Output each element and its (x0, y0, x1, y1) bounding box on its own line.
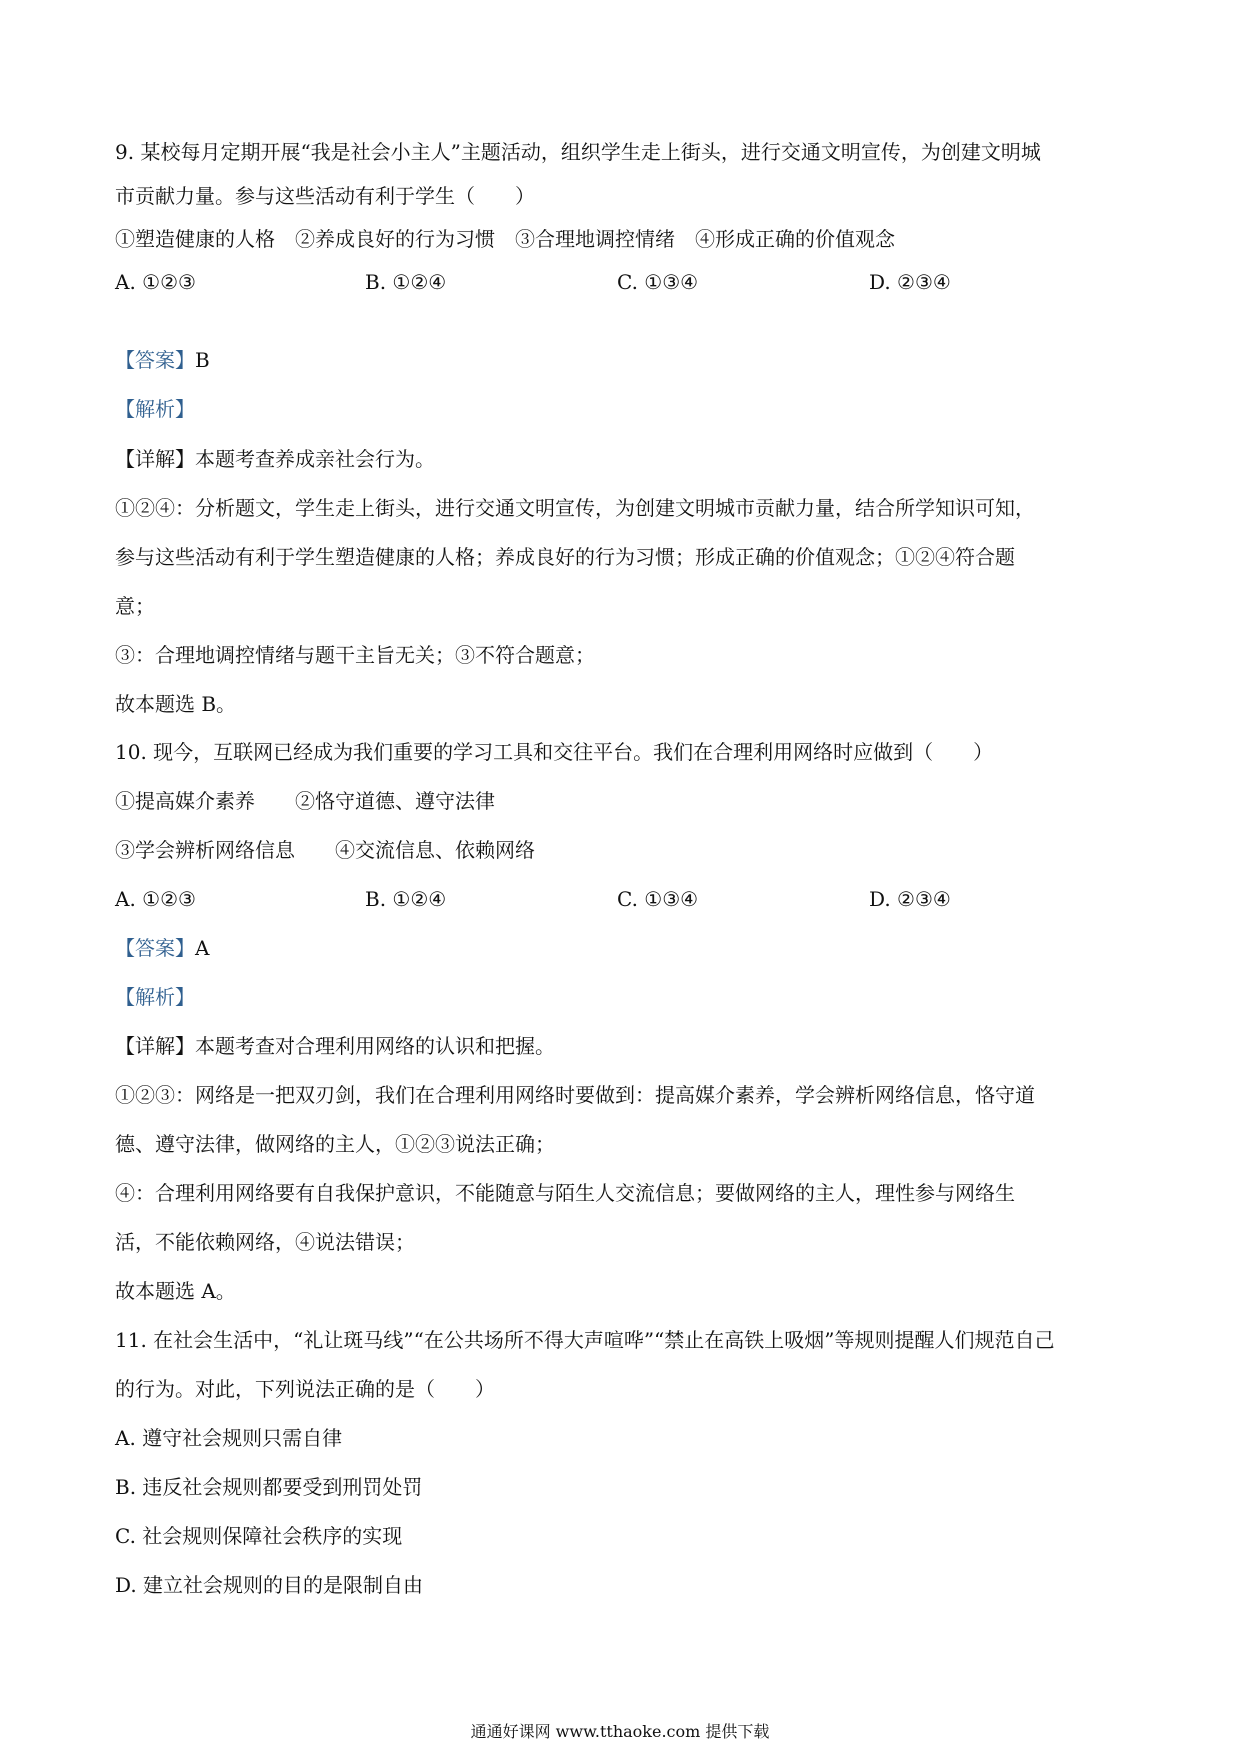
answer-value: A (195, 936, 210, 960)
q9-option-d: D. ②③④ (869, 270, 951, 294)
q10-detail-line6: 故本题选 A。 (115, 1279, 236, 1303)
q11-option-d: D. 建立社会规则的目的是限制自由 (115, 1573, 424, 1597)
q10-stem: 10. 现今，互联网已经成为我们重要的学习工具和交往平台。我们在合理利用网络时应做到（ ） (115, 740, 994, 764)
q9-answer (115, 346, 210, 374)
q10-detail-line5: 活，不能依赖网络，④说法错误； (115, 1230, 415, 1254)
q10-option-b: B. ①②④ (365, 887, 447, 911)
q11-option-c: C. 社会规则保障社会秩序的实现 (115, 1524, 403, 1548)
q9-analysis-tag: 【解析】 (115, 397, 195, 421)
q10-statements-line2: ③学会辨析网络信息 ④交流信息、依赖网络 (115, 838, 535, 862)
q9-option-b: B. ①②④ (365, 270, 447, 294)
q9-detail-line1: 【详解】本题考查养成亲社会行为。 (115, 447, 435, 471)
q10-analysis-tag: 【解析】 (115, 985, 195, 1009)
q9-stem-line1: 9. 某校每月定期开展“我是社会小主人”主题活动，组织学生走上街头，进行交通文明宣传，为创建文明城 (115, 140, 1041, 164)
q11-stem-line2: 的行为。对此，下列说法正确的是（ ） (115, 1377, 495, 1401)
q10-detail-line4: ④：合理利用网络要有自我保护意识，不能随意与陌生人交流信息；要做网络的主人，理性参与网络生 (115, 1181, 1015, 1205)
q10-option-d: D. ②③④ (869, 887, 951, 911)
answer-tag: 【答案】 (115, 936, 195, 960)
q10-statements-line1: ①提高媒介素养 ②恪守道德、遵守法律 (115, 789, 495, 813)
page-footer: 通通好课网 www.tthaoke.com 提供下载 (470, 1722, 770, 1741)
q9-stem-line2: 市贡献力量。参与这些活动有利于学生（ ） (115, 184, 535, 208)
q10-detail-line3: 德、遵守法律，做网络的主人，①②③说法正确； (115, 1132, 555, 1156)
q9-statements: ①塑造健康的人格 ②养成良好的行为习惯 ③合理地调控情绪 ④形成正确的价值观念 (115, 227, 895, 251)
q11-option-a: A. 遵守社会规则只需自律 (115, 1426, 343, 1450)
q9-option-a: A. ①②③ (115, 270, 196, 294)
q9-detail-line4: 意； (115, 594, 155, 618)
q9-detail-line2: ①②④：分析题文，学生走上街头，进行交通文明宣传，为创建文明城市贡献力量，结合所学知识可知， (115, 496, 1035, 520)
answer-value: B (195, 348, 210, 372)
q9-detail-line6: 故本题选 B。 (115, 692, 237, 716)
q10-option-c: C. ①③④ (617, 887, 699, 911)
q11-option-b: B. 违反社会规则都要受到刑罚处罚 (115, 1475, 423, 1499)
q10-option-a: A. ①②③ (115, 887, 196, 911)
q10-answer (115, 934, 209, 962)
q11-stem-line1: 11. 在社会生活中，“礼让斑马线”“在公共场所不得大声喧哗”“禁止在高铁上吸烟”等规则提醒人们规范自己 (115, 1328, 1055, 1352)
q10-detail-line2: ①②③：网络是一把双刃剑，我们在合理利用网络时要做到：提高媒介素养，学会辨析网络信息，恪守道 (115, 1083, 1035, 1107)
q9-option-c: C. ①③④ (617, 270, 699, 294)
q9-detail-line5: ③：合理地调控情绪与题干主旨无关；③不符合题意； (115, 643, 595, 667)
answer-tag: 【答案】 (115, 348, 195, 372)
q10-detail-line1: 【详解】本题考查对合理利用网络的认识和把握。 (115, 1034, 555, 1058)
q9-detail-line3: 参与这些活动有利于学生塑造健康的人格；养成良好的行为习惯；形成正确的价值观念；①②④符合题 (115, 545, 1015, 569)
